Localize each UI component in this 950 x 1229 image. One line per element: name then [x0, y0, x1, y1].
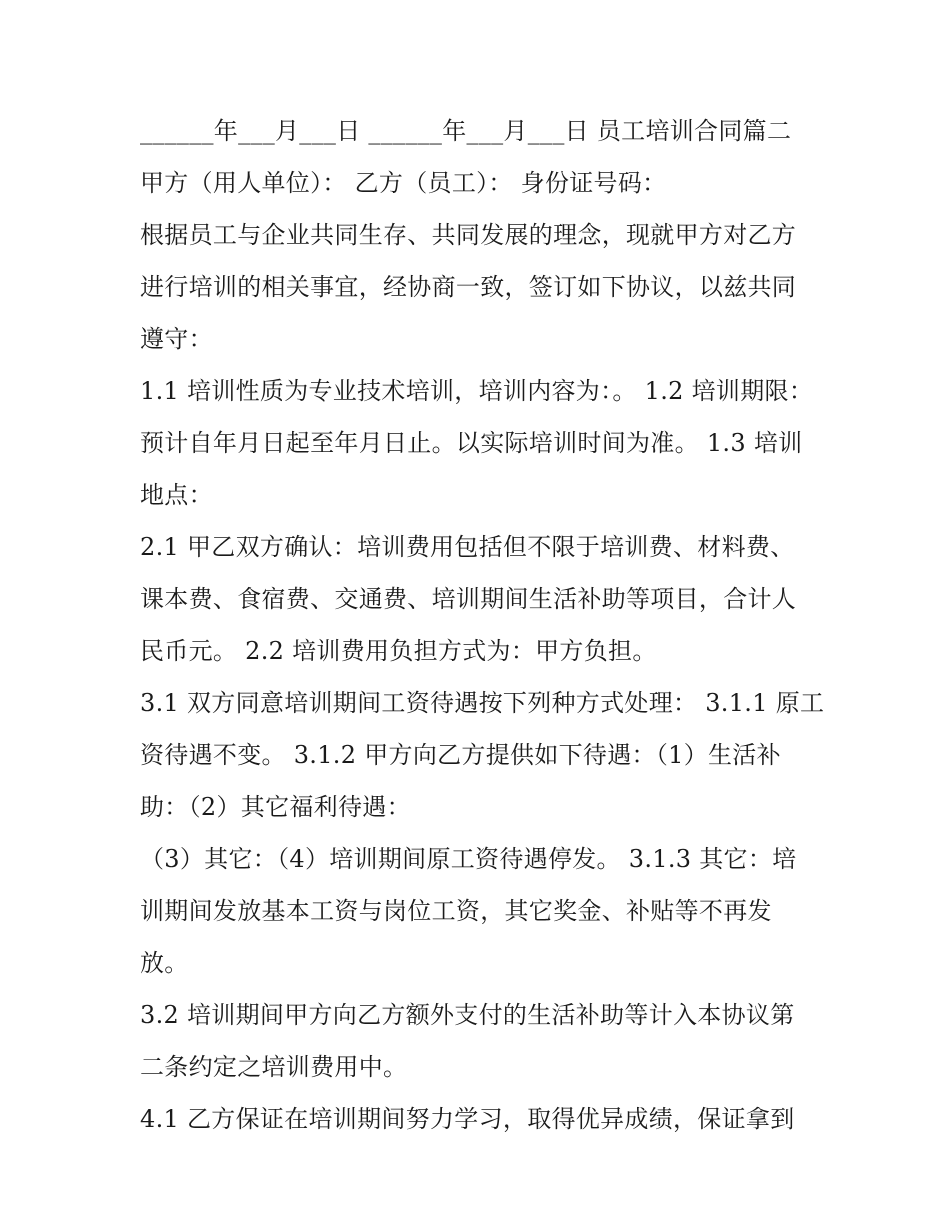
clause-1-line: 地点： [140, 481, 213, 509]
clause-4-line: 4.1 乙方保证在培训期间努力学习，取得优异成绩，保证拿到 [140, 1105, 795, 1133]
clause-1-line: 预计自年月日起至年月日止。以实际培训时间为准。 1.3 培训 [140, 429, 803, 457]
paragraph-line: 根据员工与企业共同生存、共同发展的理念，现就甲方对乙方 [140, 221, 797, 249]
parties-line: 甲方（用人单位）： 乙方（员工）： 身份证号码： [140, 169, 667, 197]
date-line: ______年___月___日 ______年___月___日 员工培训合同篇二 [140, 117, 792, 145]
clause-3-line: 3.1 双方同意培训期间工资待遇按下列种方式处理： 3.1.1 原工 [140, 689, 825, 717]
clause-3-line: 放。 [140, 949, 189, 977]
clause-2-line: 2.1 甲乙双方确认：培训费用包括但不限于培训费、材料费、 [140, 533, 795, 561]
paragraph-line: 遵守： [140, 325, 213, 353]
clause-3-line: 资待遇不变。 3.1.2 甲方向乙方提供如下待遇：（1）生活补 [140, 741, 781, 769]
clause-3-line: （3）其它：（4）培训期间原工资待遇停发。 3.1.3 其它：培 [140, 845, 797, 873]
clause-3-2-line: 3.2 培训期间甲方向乙方额外支付的生活补助等计入本协议第 [140, 1001, 795, 1029]
paragraph-line: 进行培训的相关事宜，经协商一致，签订如下协议，以兹共同 [140, 273, 797, 301]
document-page [140, 105, 825, 1145]
clause-2-line: 民币元。 2.2 培训费用负担方式为：甲方负担。 [140, 637, 657, 665]
clause-1-line: 1.1 培训性质为专业技术培训，培训内容为：。 1.2 培训期限： [140, 377, 814, 405]
clause-2-line: 课本费、食宿费、交通费、培训期间生活补助等项目，合计人 [140, 585, 797, 613]
clause-3-line: 训期间发放基本工资与岗位工资，其它奖金、补贴等不再发 [140, 897, 772, 925]
clause-3-2-line: 二条约定之培训费用中。 [140, 1053, 408, 1081]
clause-3-line: 助：（2）其它福利待遇： [140, 793, 411, 821]
